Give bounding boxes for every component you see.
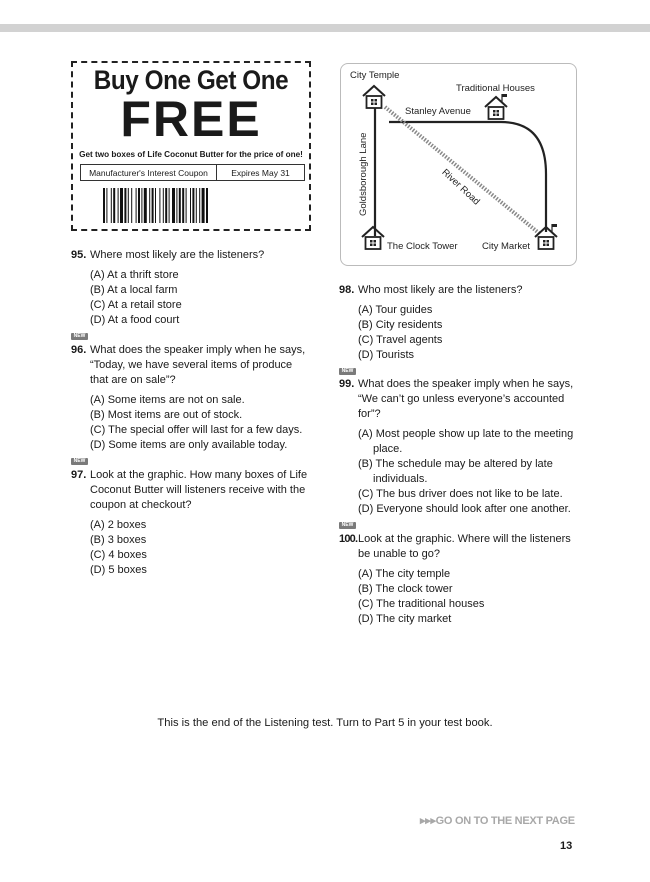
page-number: 13 (560, 840, 573, 852)
map-label-goldsborough-lane: Goldsborough Lane (358, 132, 369, 216)
option-b[interactable]: (B) The schedule may be altered by late (358, 458, 553, 470)
new-badge: NEW (339, 522, 356, 529)
new-badge: NEW (339, 368, 356, 375)
stem-line: that are on sale”? (90, 374, 176, 386)
stem-line: be unable to go? (358, 548, 440, 560)
map-label-stanley-avenue: Stanley Avenue (405, 106, 471, 117)
stem-line: What does the speaker imply when he says, (358, 378, 574, 390)
map-label-city-temple: City Temple (350, 70, 400, 81)
option-b[interactable]: (B) City residents (358, 319, 443, 331)
option-a[interactable]: (A) Tour guides (358, 304, 433, 316)
option-c[interactable]: (C) The traditional houses (358, 598, 485, 610)
house-icon (363, 86, 385, 108)
coupon-free-text: FREE (120, 91, 262, 147)
option-b[interactable]: (B) Most items are out of stock. (90, 409, 243, 421)
coupon-info-box (80, 164, 305, 181)
option-c[interactable]: (C) 4 boxes (90, 549, 147, 561)
option-a-continued[interactable]: place. (373, 443, 403, 455)
answer-options (90, 268, 182, 328)
map-label-river-road: River Road (439, 167, 482, 208)
option-d[interactable]: (D) Some items are only available today. (90, 439, 288, 451)
option-c[interactable]: (C) The bus driver does not like to be late. (358, 488, 563, 500)
option-b[interactable]: (B) 3 boxes (90, 534, 147, 546)
stem-line: Look at the graphic. Where will the listeners (358, 533, 571, 545)
coupon-type: Manufacturer's Interest Coupon (81, 165, 217, 180)
option-c[interactable]: (C) Travel agents (358, 334, 443, 346)
answer-options (358, 567, 484, 627)
option-c[interactable]: (C) At a retail store (90, 299, 182, 311)
answer-options (358, 303, 442, 363)
option-d[interactable]: (D) The city market (358, 613, 452, 625)
option-a[interactable]: (A) Some items are not on sale. (90, 394, 245, 406)
stem-line: Who most likely are the listeners? (358, 284, 523, 296)
stem-line: “We can’t go unless everyone’s accounted (358, 393, 565, 405)
house-flag-icon (485, 94, 507, 119)
answer-options (358, 427, 573, 517)
map-label-city-market: City Market (482, 241, 531, 252)
triple-arrow-icon: ▸▸▸ (420, 815, 436, 827)
question-stem (358, 532, 571, 562)
question-number: 100. (339, 533, 358, 545)
new-badge: NEW (71, 458, 88, 465)
map-roads (341, 64, 578, 267)
option-d[interactable]: (D) 5 boxes (90, 564, 147, 576)
stem-line: coupon at checkout? (90, 499, 192, 511)
coupon-expiry: Expires May 31 (231, 167, 290, 178)
option-d[interactable]: (D) Tourists (358, 349, 415, 361)
city-map (340, 63, 577, 266)
stem-line: for”? (358, 408, 381, 420)
option-a[interactable]: (A) At a thrift store (90, 269, 179, 281)
stem-line: Where most likely are the listeners? (90, 249, 265, 261)
question-number: 96. (71, 344, 87, 356)
question-stem (358, 377, 573, 422)
house-icon (362, 227, 384, 249)
question-number: 98. (339, 284, 355, 296)
option-b[interactable]: (B) The clock tower (358, 583, 453, 595)
top-rule (0, 24, 650, 32)
map-label-clock-tower: The Clock Tower (387, 241, 458, 252)
coupon-title: Buy One Get One (93, 65, 289, 95)
barcode-icon (103, 188, 281, 223)
answer-options (90, 518, 147, 578)
map-label-traditional-houses: Traditional Houses (456, 83, 535, 94)
new-badge: NEW (71, 333, 88, 340)
river-road (385, 107, 540, 234)
stem-line: Look at the graphic. How many boxes of Life (90, 469, 308, 481)
next-page-label: GO ON TO THE NEXT PAGE (435, 815, 575, 827)
question-number: 95. (71, 249, 87, 261)
question-stem (90, 468, 307, 513)
question-stem (358, 283, 522, 298)
option-b-continued[interactable]: individuals. (373, 473, 428, 485)
coupon-subtitle: Get two boxes of Life Coconut Butter for the price of one! (79, 150, 303, 159)
stem-line: “Today, we have several items of produce (90, 359, 293, 371)
market-flag-icon (535, 224, 557, 249)
question-stem (90, 343, 305, 388)
question-number: 99. (339, 378, 355, 390)
stem-line: Coconut Butter will listeners receive with the (90, 484, 306, 496)
answer-options (90, 393, 302, 453)
stem-line: What does the speaker imply when he says, (90, 344, 306, 356)
coupon (71, 61, 311, 231)
option-a[interactable]: (A) Most people show up late to the meeting (358, 428, 574, 440)
end-of-listening-note: This is the end of the Listening test. Turn to Part 5 in your test book. (157, 717, 493, 729)
option-c[interactable]: (C) The special offer will last for a few days. (90, 424, 303, 436)
question-number: 97. (71, 469, 87, 481)
option-b[interactable]: (B) At a local farm (90, 284, 178, 296)
next-page-indicator (420, 814, 575, 827)
option-d[interactable]: (D) At a food court (90, 314, 180, 326)
option-a[interactable]: (A) The city temple (358, 568, 451, 580)
question-stem (90, 248, 264, 263)
option-a[interactable]: (A) 2 boxes (90, 519, 147, 531)
option-d[interactable]: (D) Everyone should look after one another. (358, 503, 571, 515)
